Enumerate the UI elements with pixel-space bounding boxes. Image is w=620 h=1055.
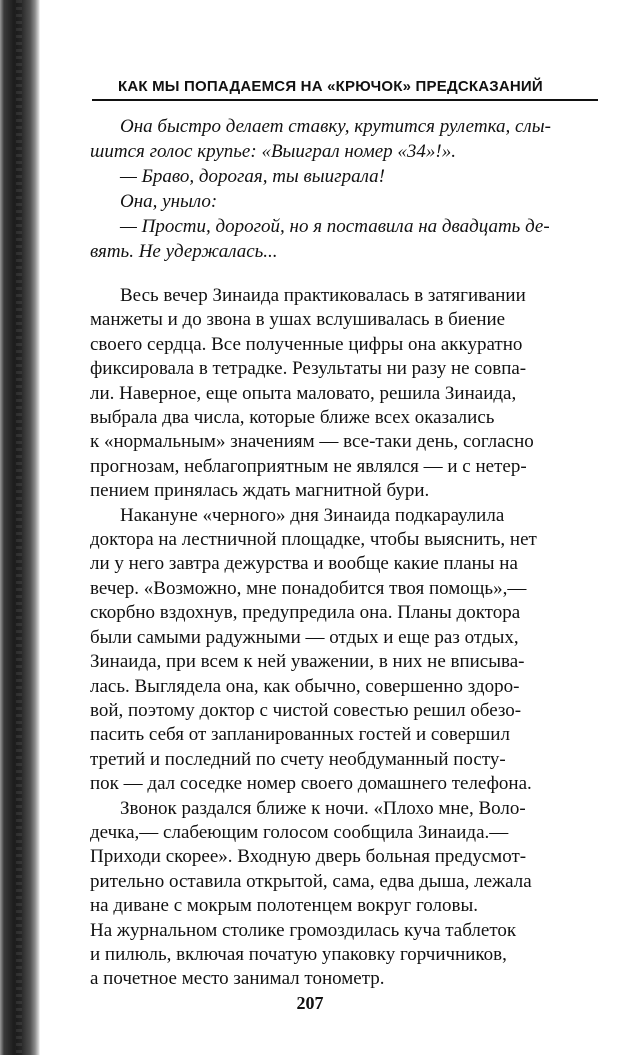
body-line: ли. Наверное, еще опыта маловато, решила Зинаида, [90,382,517,404]
body-line: ли у него завтра дежурства и вообще какие планы на [90,553,518,575]
body-line: Весь вечер Зинаида практиковалась в затягивании [120,285,526,306]
body-line: фиксировала в тетрадке. Результаты ни разу не совпа- [90,358,527,380]
body-line: третий и последний по счету необдуманный посту- [90,748,506,770]
body-line: Накануне «черного» дня Зинаида подкараулила [120,504,505,526]
body-line: Приходи скорее». Входную дверь больная предусмот- [90,846,527,868]
page-number: 207 [296,993,324,1013]
excerpt-line: — Браво, дорогая, ты выиграла! [120,166,385,187]
body-line: прогнозам, неблагоприятным не являлся — и с нетер- [90,455,527,477]
body-line: и пилюль, включая початую упаковку горчичников, [90,943,507,965]
body-line: выбрала два числа, которые ближе всех оказались [90,407,495,429]
body-line: доктора на лестничной площадке, чтобы выяснить, нет [90,529,537,551]
body-line: на диване с мокрым полотенцем вокруг головы. [90,895,478,917]
header-rule [92,99,598,101]
excerpt-line: шится голос крупье: «Выиграл номер «34»!». [90,141,456,162]
body-line: вечер. «Возможно, мне понадобится твоя помощь»,— [90,577,527,599]
running-header: КАК МЫ ПОПАДАЕМСЯ НА «КРЮЧОК» ПРЕДСКАЗАНИЙ [118,78,543,95]
body-line: лась. Выглядела она, как обычно, совершенно здоро- [90,675,520,697]
body-line: пасить себя от запланированных гостей и совершил [90,724,510,746]
body-line: дечка,— слабеющим голосом сообщила Зинаида.— [90,821,509,843]
body-line: к «нормальным» значениям — все-таки день, согласно [90,431,534,453]
body-line: На журнальном столике громоздилась куча таблеток [90,919,517,941]
body-line: были самыми радужными — отдых и еще раз отдых, [90,626,519,648]
body-line: манжеты и до звона в ушах вслушивалась в биение [90,309,506,331]
body-line: Зинаида, при всем к ней уважении, в них не вписыва- [90,651,525,673]
excerpt-line: Она, уныло: [120,191,218,212]
italic-excerpt [90,114,610,264]
spine-streak [16,0,22,1055]
body-line: вой, поэтому доктор с чистой совестью решил обезо- [90,699,522,721]
body-line: а почетное место занимал тонометр. [90,968,385,990]
excerpt-line: вять. Не удержалась... [90,241,278,262]
body-line: своего сердца. Все полученные цифры она аккуратно [90,333,523,355]
book-spine-shadow [0,0,40,1055]
excerpt-line: Она быстро делает ставку, крутится рулетка, слы- [120,116,551,137]
body-text [90,284,610,992]
body-line: скорбно вздохнув, предупредила она. Планы доктора [90,602,521,624]
body-line: рительно оставила открытой, сама, едва дыша, лежала [90,870,532,892]
body-line: пением принялась ждать магнитной бури. [90,480,430,502]
excerpt-line: — Прости, дорогой, но я поставила на двадцать де- [120,216,550,237]
body-line: пок — дал соседке номер своего домашнего телефона. [90,773,532,795]
body-line: Звонок раздался ближе к ночи. «Плохо мне, Воло- [120,797,526,819]
